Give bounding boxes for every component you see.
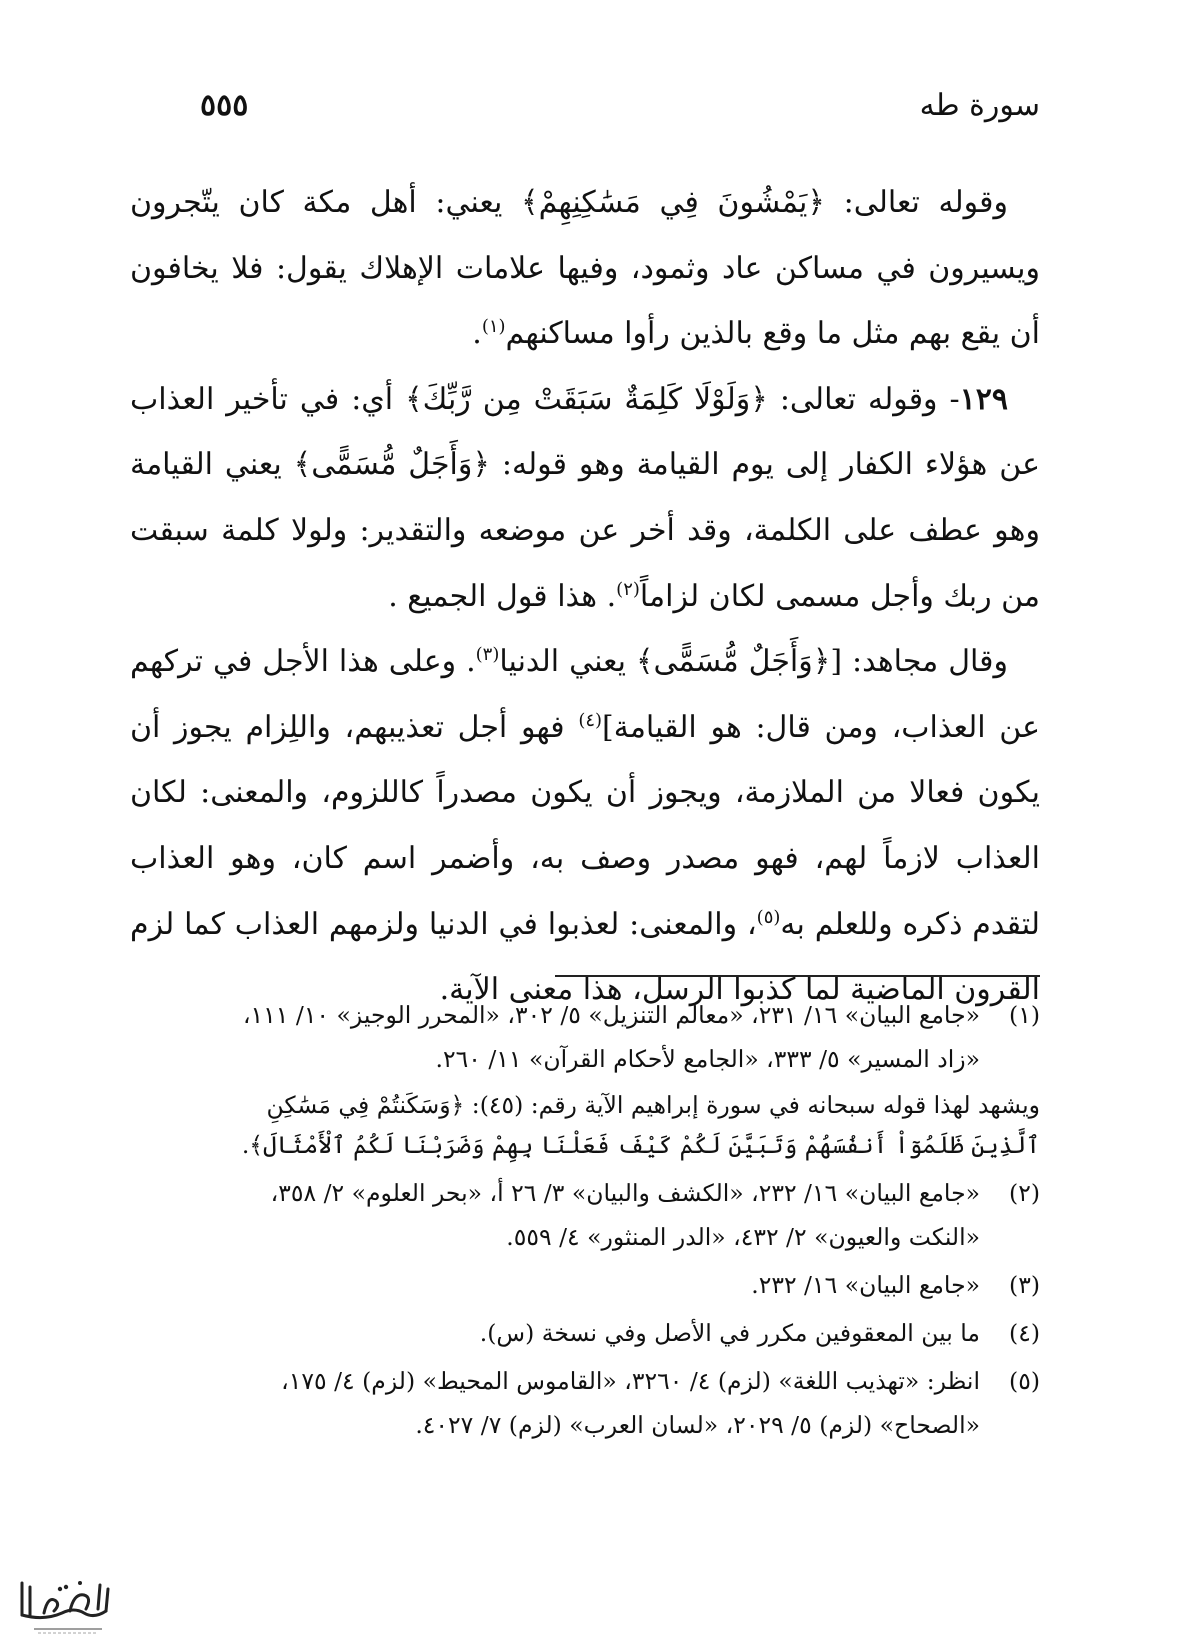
text-fragment: . وعلى هذا الأجل في [212,644,476,680]
paragraph-2 [130,367,1040,629]
text-line: - وقوله تعالى: ﴿وَلَوْلَا كَلِمَةٌ سَبَقَتْ مِن رَّبِّكَ﴾ أي: في [299,381,960,417]
footnote-line: «جامع البيان» ١٦/ ٢٣٢. [751,1271,980,1299]
text-line: يخافون أن يقع بهم مثل ما وقع بالذين رأوا مساكنهم [130,250,1040,352]
almostahma-logo [14,1565,114,1637]
footnote-ref-1: (١) [481,316,506,338]
footnote-1-extra [130,1085,1040,1165]
footnote-line: ما بين المعقوفين مكرر في الأصل وفي نسخة (س). [479,1319,980,1347]
text-line: والمعنى: لكان العذاب لازماً لهم، فهو مصدر وصف به، وأضمر اسم [130,775,1041,876]
text-fragment: تركهم عن العذاب، ومن قال: هو القيامة] [130,644,1040,745]
footnote-number: (١) [1009,1001,1040,1029]
footnote-4 [130,1311,1040,1355]
footnote-line: «جامع البيان» ١٦/ ٢٣١، «معالم التنزيل» ٥/ ٣٠٢، «المحرر الوجيز» ١٠/ ١١١، [242,1001,980,1029]
text-fragment: فهو أجل تعذيبهم، واللِزام [245,709,579,745]
footnote-1 [130,993,1040,1081]
footnote-number: (٥) [1009,1367,1040,1395]
text-line: ويسيرون في مساكن عاد وثمود، وفيها علامات الإهلاك يقول: فلا [231,250,1040,286]
text-line: تأخير العذاب عن هؤلاء الكفار إلى يوم القيامة وهو قوله: ﴿وَأَجَلٌ مُّسَمًّى﴾ [130,381,1040,483]
footnote-line: انظر: «تهذيب اللغة» (لزم) ٤/ ٣٢٦٠، «القاموس المحيط» (لزم) ٤/ ١٧٥، [281,1367,980,1395]
text-fragment: . هذا قول الجميع . [388,578,617,614]
footnote-number: (٣) [1009,1271,1040,1299]
text-fragment: . [472,316,482,352]
footnote-separator [555,975,1040,977]
surah-name: سورة طه [919,88,1040,123]
text-line: ولزمهم العذاب كما لزم القرون الماضية لما كذبوا الرسل، هذا معنى الآية. [130,906,1040,1008]
page-header [200,88,1040,138]
footnote-line: «زاد المسير» ٥/ ٣٣٣، «الجامع لأحكام القرآن» ١١/ ٢٦٠. [435,1045,980,1073]
footnote-5 [130,1359,1040,1447]
footnote-ref-5: (٥) [756,906,781,928]
footnote-ref-2: (٢) [616,578,640,600]
footnote-ref-4: (٤) [578,709,603,731]
footnote-line: «جامع البيان» ١٦/ ٢٣٢، «الكشف والبيان» ٣/ ٢٦ أ، «بحر العلوم» ٢/ ٣٥٨، [270,1179,980,1207]
footnote-line: «الصحاح» (لزم) ٥/ ٢٠٢٩، «لسان العرب» (لزم) ٧/ ٤٠٢٧. [415,1411,980,1439]
footnote-number: (٤) [1009,1319,1040,1347]
footnote-2 [130,1171,1040,1259]
text-line: وقوله تعالى: ﴿يَمْشُونَ فِي مَسَٰكِنِهِمْ﴾ يعني: أهل مكة كان يتّجرون [130,185,1008,220]
main-text [130,170,1040,1023]
footnote-number: (٢) [1009,1179,1040,1207]
text-fragment: كان، وهو العذاب لتقدم ذكره وللعلم به [130,840,1040,942]
page-number: ٥٥٥ [200,88,249,123]
text-line: يعني القيامة وهو عطف على الكلمة، وقد أخر عن موضعه والتقدير: ولولا [130,447,1040,548]
footnote-line: ٱلَّذِينَ ظَلَمُوٓاْ أَنفُسَهُمْ وَتَبَيَّنَ لَكُمْ كَيْفَ فَعَلْنَا بِهِمْ وَضَرَبْنَا لَكُمُ ٱلْأَمْثَالَ﴾. [241,1131,1040,1159]
paragraph-1 [130,170,1040,367]
footnote-line: ويشهد لهذا قوله سبحانه في سورة إبراهيم الآية رقم: (٤٥): ﴿وَسَكَنتُمْ فِي مَسَٰكِنِ [266,1091,1040,1119]
text-fragment: وقال مجاهد: [﴿وَأَجَلٌ مُّسَمًّى﴾ يعني الدنيا [499,644,1008,680]
verse-number: ١٢٩ [959,381,1008,417]
footnote-3 [130,1263,1040,1307]
footnotes [130,993,1040,1451]
footnote-ref-3: (٣) [475,644,500,666]
text-fragment: ، والمعنى: لعذبوا في الدنيا [428,906,757,942]
footnote-line: «النكت والعيون» ٢/ ٤٣٢، «الدر المنثور» ٤/ ٥٥٩. [506,1223,980,1251]
text-line: كلمة سبقت من ربك وأجل مسمى لكان لزاماً [130,512,1040,614]
paragraph-3 [130,629,1040,1023]
text-line: يجوز أن يكون فعالا من الملازمة، ويجوز أن يكون مصدراً كاللزوم، [130,709,1040,811]
